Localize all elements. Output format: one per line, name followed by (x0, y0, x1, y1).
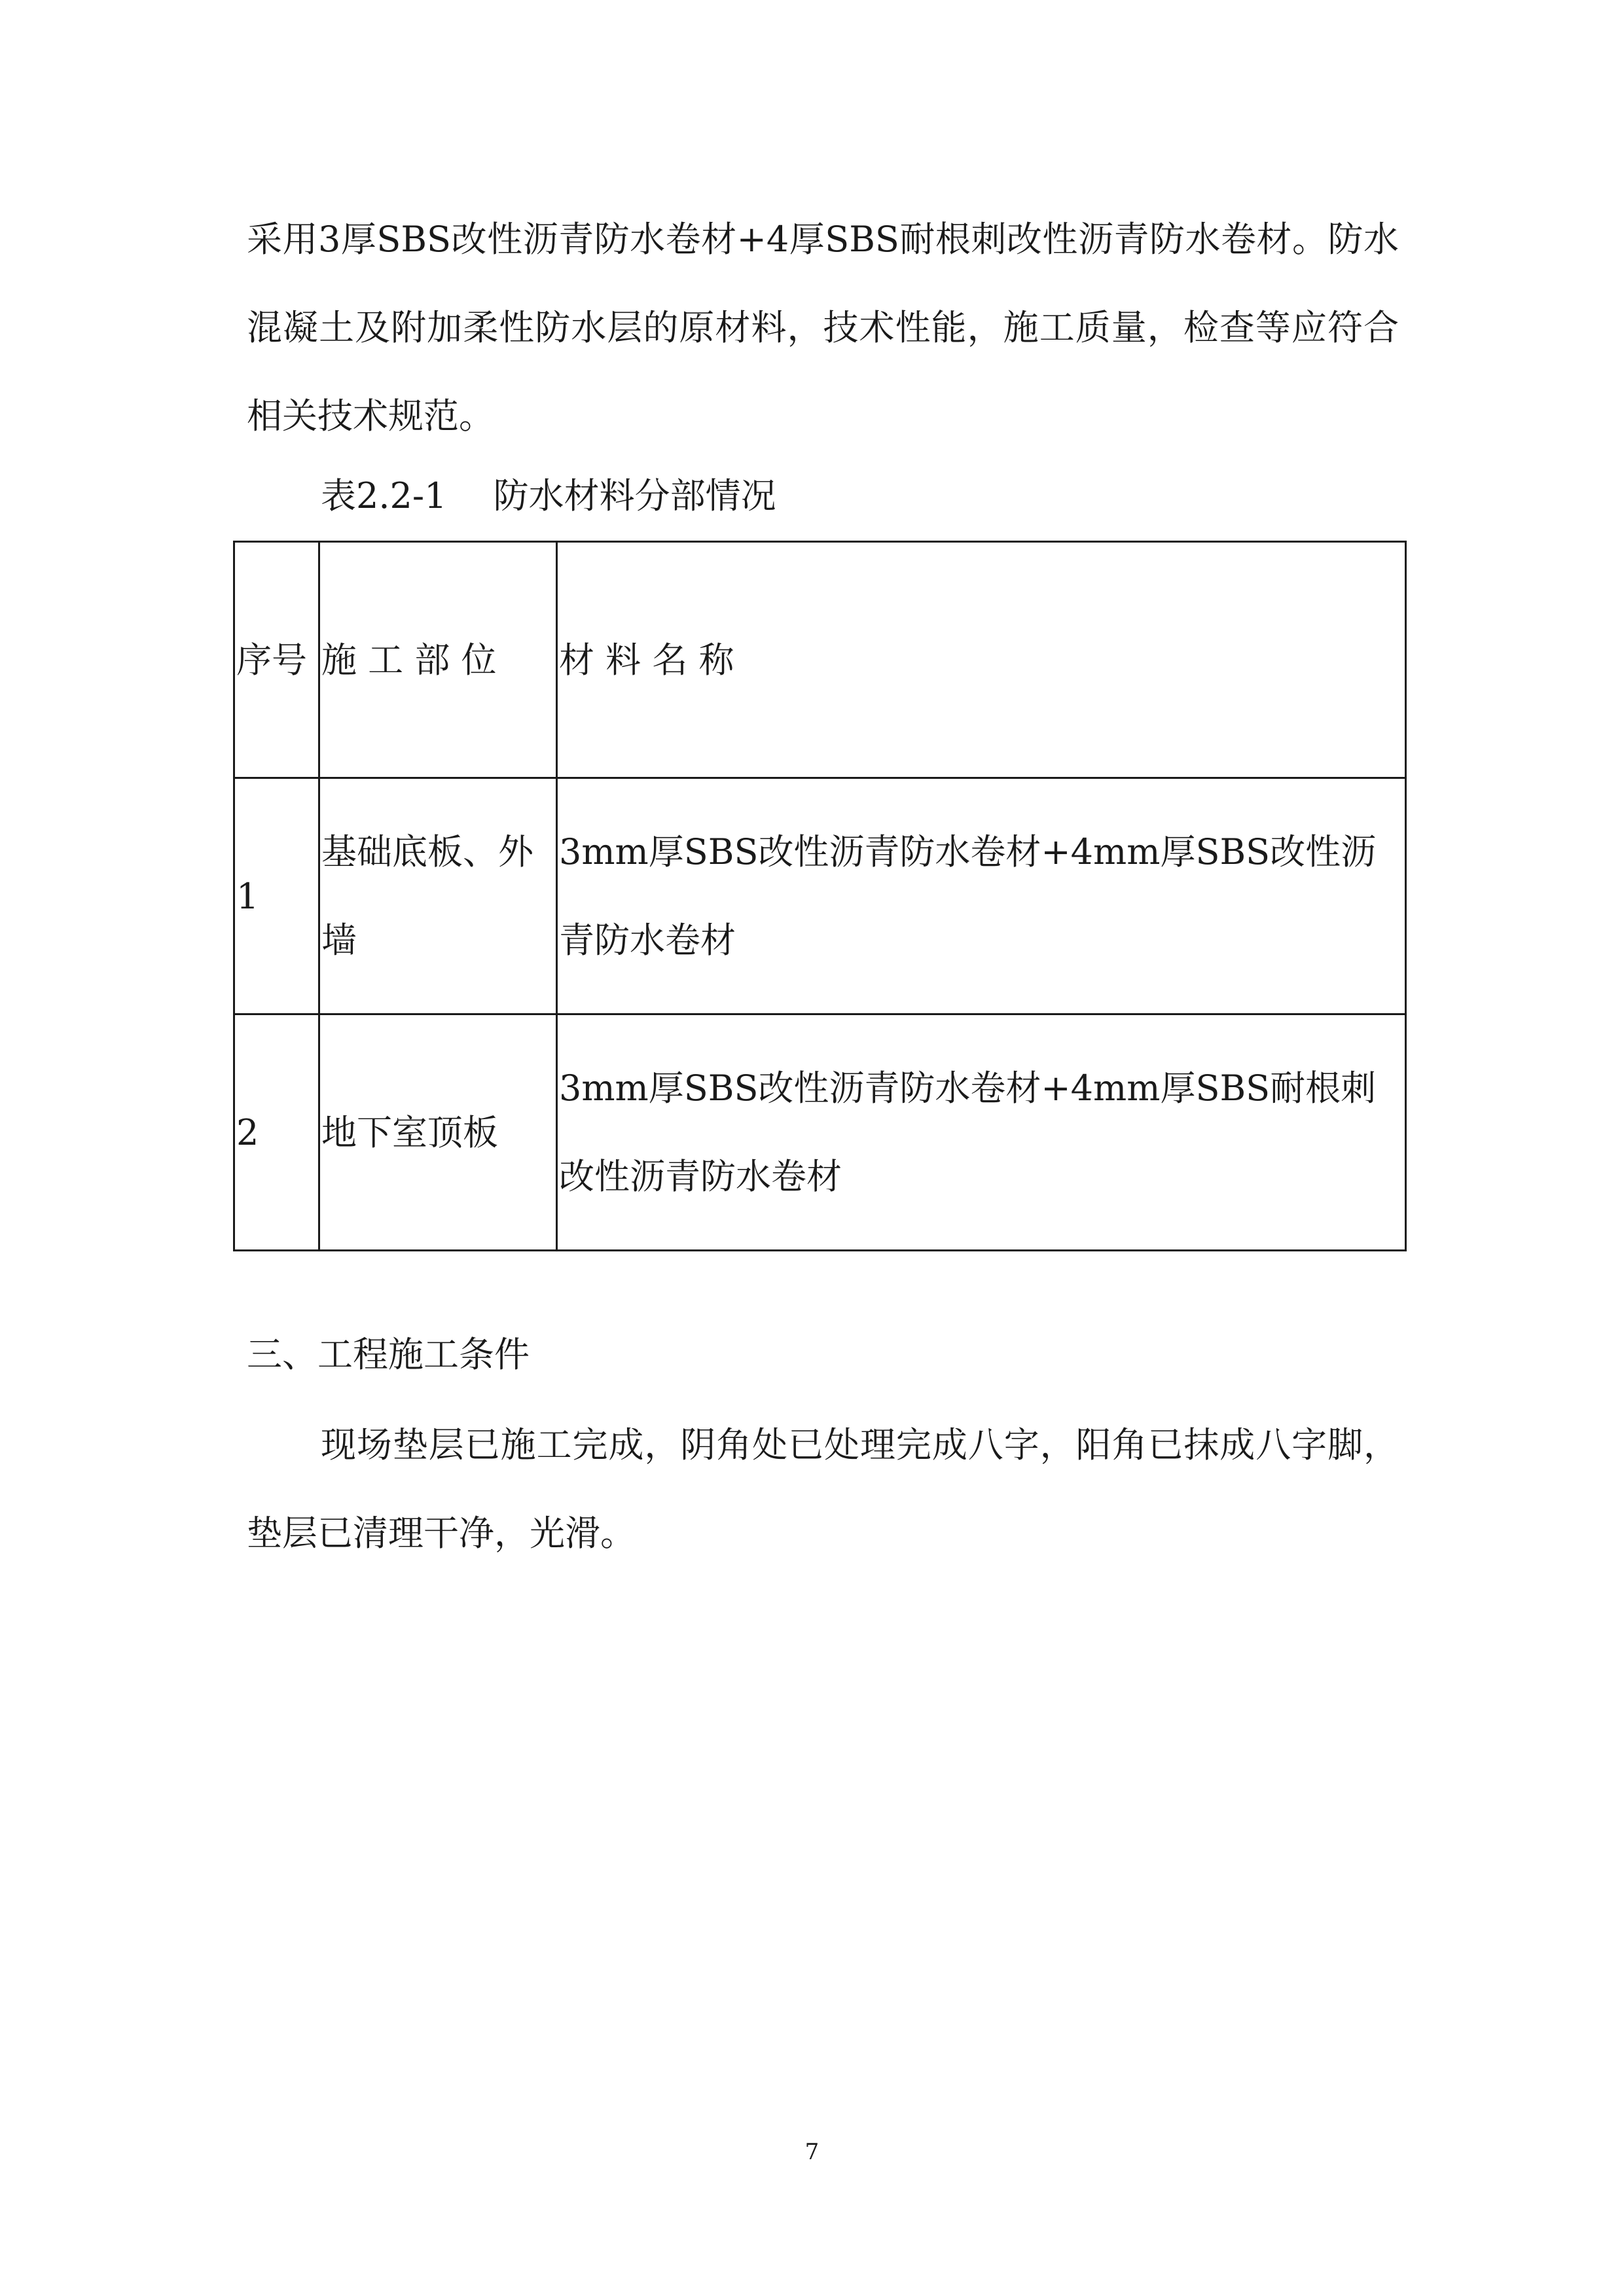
header-location: 施 工 部 位 (319, 542, 557, 778)
row-location: 基础底板、外墙 (319, 778, 557, 1014)
material-table (233, 541, 1407, 1251)
header-index: 序号 (234, 542, 319, 778)
page-number: 7 (804, 2139, 820, 2165)
intro-paragraph: 采用3厚SBS改性沥青防水卷材+4厚SBS耐根刺改性沥青防水卷材。防水混凝土及附加柔性防水层的原材料，技术性能，施工质量，检查等应符合相关技术规范。 (247, 219, 1399, 437)
table-row (234, 778, 1406, 1014)
row-index: 1 (234, 778, 319, 1014)
table-caption: 表2.2-1 防水材料分部情况 (321, 475, 776, 516)
row-location: 地下室顶板 (319, 1014, 557, 1251)
table-header-row (234, 542, 1406, 778)
table-row (234, 1014, 1406, 1251)
row-material: 3mm厚SBS改性沥青防水卷材+4mm厚SBS改性沥青防水卷材 (557, 778, 1406, 1014)
row-index: 2 (234, 1014, 319, 1251)
row-material: 3mm厚SBS改性沥青防水卷材+4mm厚SBS耐根刺改性沥青防水卷材 (557, 1014, 1406, 1251)
header-material: 材 料 名 称 (557, 542, 1406, 778)
section-heading: 三、工程施工条件 (247, 1334, 530, 1375)
conditions-paragraph: 现场垫层已施工完成，阴角处已处理完成八字，阳角已抹成八字脚，垫层已清理干净，光滑。 (247, 1424, 1399, 1554)
